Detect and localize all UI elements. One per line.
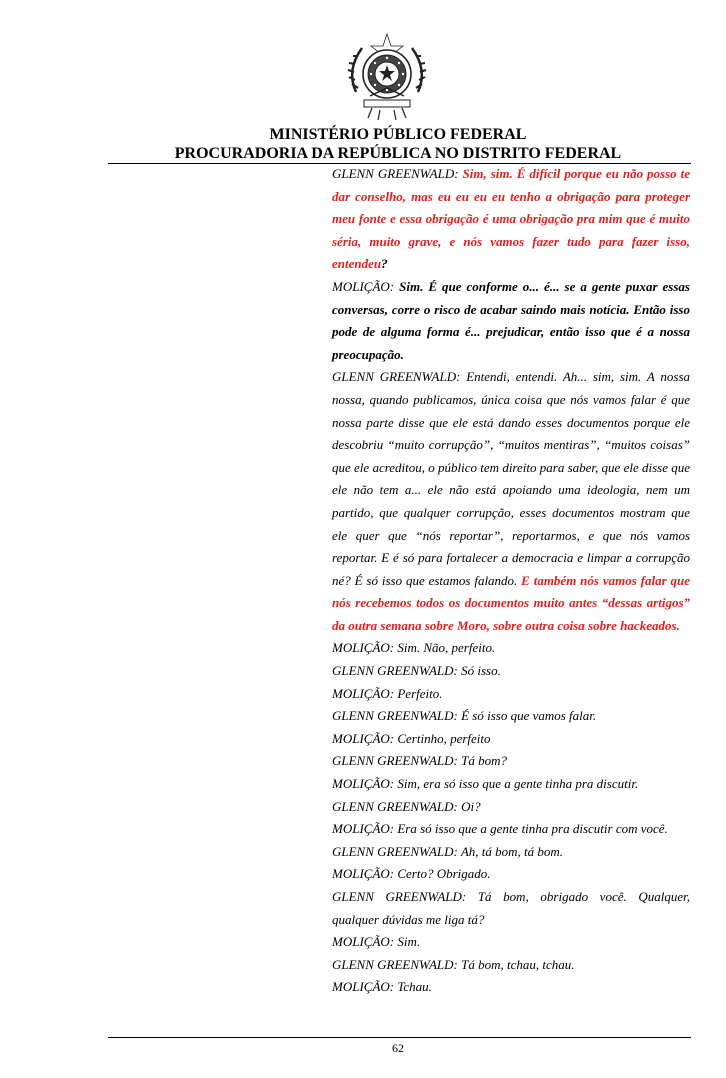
speaker-label: MOLIÇÃO: bbox=[332, 866, 395, 882]
speech-text: Só isso. bbox=[457, 663, 501, 679]
speech-text: Tchau. bbox=[394, 979, 432, 995]
speech-text: Sim. Não, perfeito. bbox=[394, 640, 496, 656]
transcript-line bbox=[332, 841, 690, 864]
speaker-label: GLENN GREENWALD: bbox=[332, 956, 458, 972]
transcript-line bbox=[332, 750, 690, 773]
transcript-line bbox=[332, 728, 690, 751]
speaker-label: GLENN GREENWALD: bbox=[332, 843, 458, 859]
footer-divider bbox=[108, 1037, 691, 1038]
speaker-label: GLENN GREENWALD: bbox=[332, 889, 467, 904]
speech-text: Sim. É que conforme o... é... se a gente puxar essas conversas, corre o risco de acabar saindo mais notícia. Então isso pode de alguma forma é... prejudicar, então isso que é a nossa preocupação. bbox=[332, 278, 690, 362]
speech-text: Ah, tá bom, tá bom. bbox=[457, 843, 564, 859]
transcript-line bbox=[332, 931, 690, 954]
speech-text: Certinho, perfeito bbox=[394, 730, 491, 746]
transcript-line bbox=[332, 366, 690, 637]
speaker-label: MOLIÇÃO: bbox=[332, 730, 395, 746]
header-procuradoria: PROCURADORIA DA REPÚBLICA NO DISTRITO FEDERAL bbox=[174, 145, 622, 162]
transcript-line bbox=[332, 637, 690, 660]
transcript-line bbox=[332, 954, 690, 977]
speaker-label: GLENN GREENWALD: bbox=[332, 369, 461, 385]
transcript-line bbox=[332, 886, 690, 931]
speaker-label: GLENN GREENWALD: bbox=[332, 753, 458, 769]
speech-text: Tá bom, obrigado você. Qualquer, qualquer dúvidas me liga tá? bbox=[332, 889, 690, 927]
header-ministerio: MINISTÉRIO PÚBLICO FEDERAL bbox=[269, 126, 527, 143]
speech-text: Tá bom? bbox=[457, 753, 507, 769]
transcript-line bbox=[332, 705, 690, 728]
speaker-label: GLENN GREENWALD: bbox=[332, 708, 458, 724]
speech-text: Tá bom, tchau, tchau. bbox=[457, 956, 575, 972]
transcript-line bbox=[332, 863, 690, 886]
speaker-label: MOLIÇÃO: bbox=[332, 685, 395, 701]
speech-text: E também nós vamos falar que nós recebemos todos os documentos muito antes “dessas artigos” da outra semana sobre Moro, sobre outra coisa sobre hackeados. bbox=[332, 572, 690, 633]
speaker-label: GLENN GREENWALD: bbox=[332, 663, 458, 679]
brasao-emblem-icon bbox=[342, 30, 432, 122]
transcript-line bbox=[332, 796, 690, 819]
speaker-label: MOLIÇÃO: bbox=[332, 640, 395, 656]
speech-text: ? bbox=[381, 256, 388, 272]
speaker-label: MOLIÇÃO: bbox=[332, 278, 395, 294]
transcript-line bbox=[332, 276, 690, 366]
speech-text: Sim, era só isso que a gente tinha pra discutir. bbox=[394, 776, 639, 792]
speech-text: É só isso que vamos falar. bbox=[457, 708, 597, 724]
transcript-line bbox=[332, 976, 690, 999]
speaker-label: MOLIÇÃO: bbox=[332, 934, 395, 950]
speech-text: Era só isso que a gente tinha pra discutir com você. bbox=[394, 821, 668, 837]
page-number: 62 bbox=[392, 1041, 404, 1055]
speaker-label: MOLIÇÃO: bbox=[332, 979, 395, 995]
speech-text: Perfeito. bbox=[394, 685, 443, 701]
transcript-line bbox=[332, 818, 690, 841]
transcript-line bbox=[332, 683, 690, 706]
speech-text: Certo? Obrigado. bbox=[394, 866, 491, 882]
speech-text: Entendi, entendi. Ah... sim, sim. A nossa nossa, quando publicamos, única coisa que nós vamos falar é que nossa parte disse que ele está dando esses documentos porque ele descobriu “muito corrupção”, “muitos mentiras”, “muitos coisas” que ele acreditou, o público tem direito para saber, que ele disse que ele não tem a... ele não está apoiando uma ideologia, nem um partido, que qualquer corrupção, esses documentos mostram que ele quer que “nós reportar”, reportarmos, e que nós vamos reportar. E é só para fortalecer a democracia e limpar a corrupção né? É só isso que estamos falando. bbox=[332, 369, 690, 588]
transcript-body bbox=[332, 163, 690, 999]
speech-text: Sim, sim. É difícil porque eu não posso te dar conselho, mas eu eu eu eu tenho a obrigação para proteger meu fonte e essa obrigação é uma obrigação pra mim que é muito séria, muito grave, e nós vamos fazer tudo para fazer isso, entendeu bbox=[332, 166, 690, 272]
speaker-label: GLENN GREENWALD: bbox=[332, 166, 459, 181]
transcript-line bbox=[332, 660, 690, 683]
speech-text: Sim. bbox=[394, 934, 421, 950]
transcript-line bbox=[332, 163, 690, 276]
transcript-line bbox=[332, 773, 690, 796]
speech-text: Oi? bbox=[457, 798, 481, 814]
speaker-label: MOLIÇÃO: bbox=[332, 776, 395, 792]
speaker-label: GLENN GREENWALD: bbox=[332, 798, 458, 814]
speaker-label: MOLIÇÃO: bbox=[332, 821, 395, 837]
